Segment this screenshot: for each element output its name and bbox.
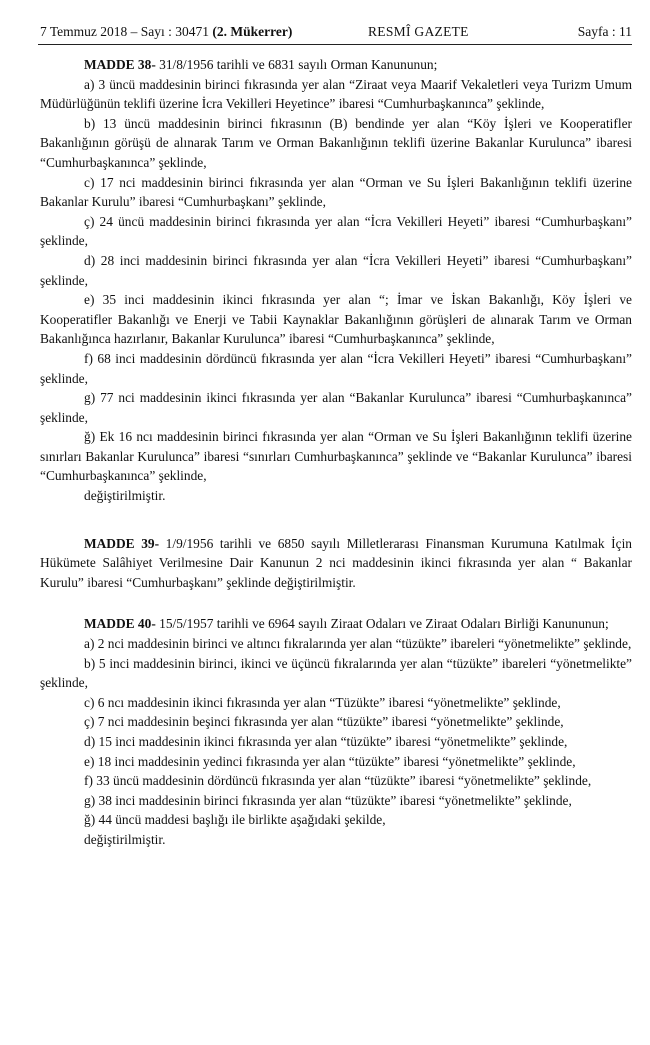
article-38-intro [40, 55, 632, 75]
article-38-intro-text: 31/8/1956 tarihli ve 6831 sayılı Orman Kanununun; [155, 57, 438, 72]
article-38-label: MADDE 38- [84, 57, 156, 72]
article-38-item: d) 28 inci maddesinin birinci fıkrasında yer alan “İcra Vekilleri Heyeti” ibaresi “Cumhurbaşkanı” şeklinde, [40, 252, 632, 288]
section-spacer [40, 506, 632, 534]
article-38-item: ğ) Ek 16 ncı maddesinin birinci fıkrasında yer alan “Orman ve Su İşleri Bakanlığının teklifi üzerine sınırları Bakanlar Kurulunca” ibaresi “sınırları Cumhurbaşkanınca” şeklinde ve “Bakanlar Kurulunca” ibaresi “Cumhurbaşkanınca” şeklinde, [40, 429, 632, 484]
article-40-intro-text: 15/5/1957 tarihli ve 6964 sayılı Ziraat Odaları ve Ziraat Odaları Birliği Kanununun; [155, 616, 609, 632]
header-date-issue [40, 22, 292, 42]
document-body [40, 55, 632, 850]
article-39-text [40, 534, 632, 593]
article-40-label: MADDE 40- [84, 616, 156, 632]
article-40-closing: değiştirilmiştir. [84, 831, 166, 847]
header-gazette-title: RESMÎ GAZETE [368, 24, 469, 39]
header-repeat: (2. Mükerrer) [212, 24, 293, 39]
article-38-closing: değiştirilmiştir. [84, 488, 166, 504]
article-40-item: b) 5 inci maddesinin birinci, ikinci ve üçüncü fıkralarında yer alan “tüzükte” ibareleri “yönetmelikte” şeklinde, [40, 655, 632, 691]
page-header [40, 22, 632, 42]
article-39 [40, 534, 632, 593]
header-rule [38, 44, 632, 45]
article-40-item: g) 38 inci maddesinin birinci fıkrasında yer alan “tüzükte” ibaresi “yönetmelikte” şeklinde, [84, 792, 572, 808]
section-spacer [40, 592, 632, 614]
article-40-intro [40, 614, 632, 634]
article-40-item: ğ) 44 üncü maddesi başlığı ile birlikte aşağıdaki şekilde, [84, 812, 386, 828]
article-38-item: a) 3 üncü maddesinin birinci fıkrasında yer alan “Ziraat veya Maarif Vekaletleri veya Turizm Umum Müdürlüğünün teklifi üzerine İcra Vekilleri Heyetince” ibaresi “Cumhurbaşkanınca” şeklinde, [40, 76, 632, 112]
article-40-item: f) 33 üncü maddesinin dördüncü fıkrasında yer alan “tüzükte” ibaresi “yönetmelikte” şeklinde, [84, 773, 592, 789]
article-40-item: ç) 7 nci maddesinin beşinci fıkrasında yer alan “tüzükte” ibaresi “yönetmelikte” şeklinde, [84, 714, 564, 730]
article-39-body: 1/9/1956 tarihli ve 6850 sayılı Milletlerarası Finansman Kurumuna Katılmak İçin Hükümete Salâhiyet Verilmesine Dair Kanunun 2 nci maddesinin ikinci fıkrasında yer alan “ Bakanlar Kurulu” ibaresi “Cumhurbaşkanı” şeklinde değiştirilmiştir. [40, 535, 632, 590]
header-issue-text: 7 Temmuz 2018 – Sayı : 30471 [40, 24, 210, 39]
article-38-item: ç) 24 üncü maddesinin birinci fıkrasında yer alan “İcra Vekilleri Heyeti” ibaresi “Cumhurbaşkanı” şeklinde, [40, 213, 632, 249]
article-40-item: c) 6 ncı maddesinin ikinci fıkrasında yer alan “Tüzükte” ibaresi “yönetmelikte” şeklinde, [84, 694, 561, 710]
article-38-item: b) 13 üncü maddesinin birinci fıkrasının (B) bendinde yer alan “Köy İşleri ve Kooperatifler Bakanlığının görüşü de alınarak Tarım ve Orman Bakanlığının teklifi üzerine Bakanlar Kurulunca” ibaresi “Cumhurbaşkanınca” şeklinde, [40, 115, 632, 170]
article-40-item: e) 18 inci maddesinin yedinci fıkrasında yer alan “tüzükte” ibaresi “yönetmelikte” şeklinde, [84, 753, 576, 769]
article-38-item: c) 17 nci maddesinin birinci fıkrasında yer alan “Orman ve Su İşleri Bakanlığının teklifi üzerine Bakanlar Kurulu” ibaresi “Cumhurbaşkanı” şeklinde, [40, 174, 632, 210]
article-40-item: a) 2 nci maddesinin birinci ve altıncı fıkralarında yer alan “tüzükte” ibareleri “yönetmelikte” şeklinde, [84, 636, 632, 652]
article-38-item: e) 35 inci maddesinin ikinci fıkrasında yer alan “; İmar ve İskan Bakanlığı, Köy İşleri ve Kooperatifler Bakanlığı ve Enerji ve Tabii Kaynaklar Bakanlığının görüşleri de alınarak Tarım ve Orman Bakanlığınca hazırlanır, Bakanlar Kurulunca” ibaresi “Cumhurbaşkanınca” şeklinde, [40, 292, 632, 347]
article-38-item: f) 68 inci maddesinin dördüncü fıkrasında yer alan “İcra Vekilleri Heyeti” ibaresi “Cumhurbaşkanı” şeklinde, [40, 350, 632, 386]
article-40 [40, 614, 632, 849]
header-page-number: Sayfa : 11 [577, 24, 632, 39]
article-38 [40, 55, 632, 506]
article-38-item: g) 77 nci maddesinin ikinci fıkrasında yer alan “Bakanlar Kurulunca” ibaresi “Cumhurbaşkanınca” şeklinde, [40, 390, 632, 425]
article-40-item: d) 15 inci maddesinin ikinci fıkrasında yer alan “tüzükte” ibaresi “yönetmelikte” şeklinde, [84, 734, 568, 749]
article-39-label: MADDE 39- [84, 535, 160, 551]
